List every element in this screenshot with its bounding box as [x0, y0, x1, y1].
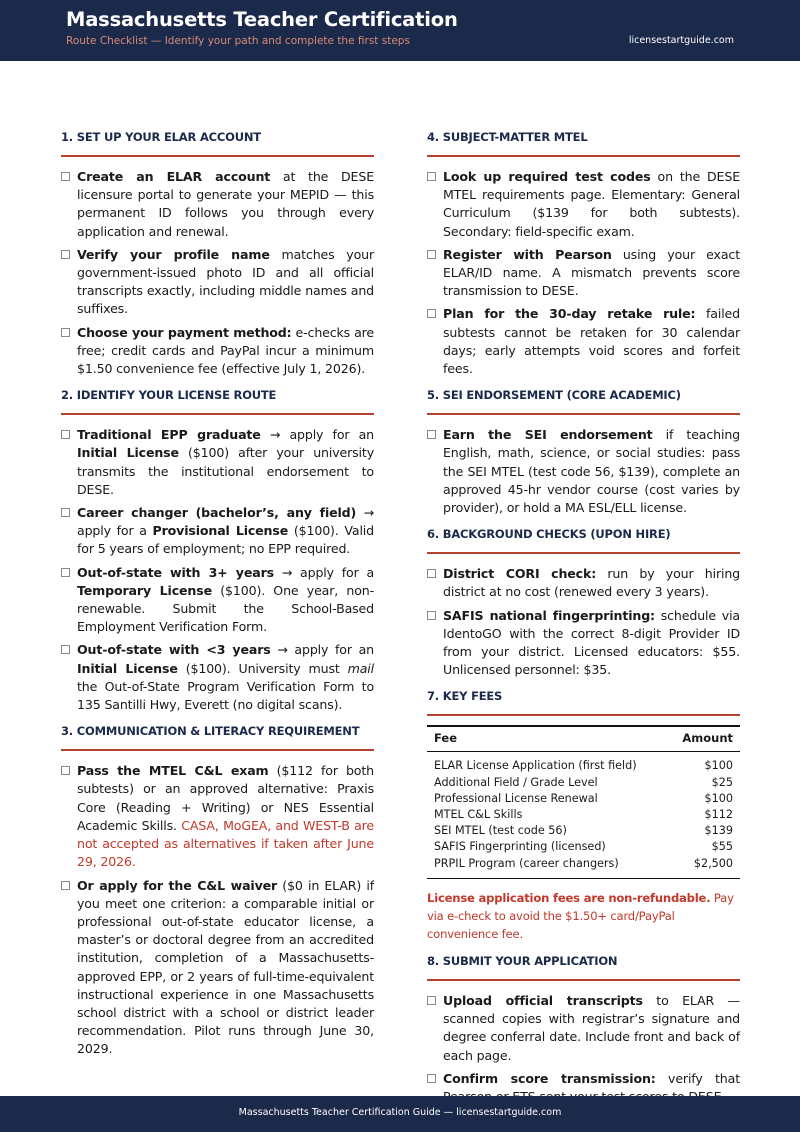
checkbox[interactable]	[427, 569, 436, 578]
table-row	[427, 839, 740, 855]
fee-cell: PRPIL Program (career changers)	[427, 856, 668, 879]
checkbox[interactable]	[61, 172, 70, 181]
checklist-item	[61, 504, 374, 559]
section-heading: 5. SEI ENDORSEMENT (CORE ACADEMIC)	[427, 388, 740, 415]
item-text: → apply for a	[77, 505, 375, 539]
checkbox[interactable]	[427, 1074, 436, 1083]
item-text: on the DESE MTEL requirements page. Elementary: General Curriculum ($139 for both subtests). Secondary: field-specific exam.	[443, 169, 740, 239]
amount-cell: $112	[704, 808, 733, 822]
fee-cell: Professional License Renewal	[434, 791, 598, 805]
checkbox[interactable]	[61, 250, 70, 259]
item-title: Look up required test codes	[443, 169, 651, 184]
item-title: Register with Pearson	[443, 246, 612, 262]
section-license-route	[61, 388, 374, 714]
item-title: Or apply for the C&L waiver	[77, 877, 278, 893]
checkbox[interactable]	[61, 645, 70, 654]
license-type: Temporary License	[77, 582, 212, 598]
fee-cell: Additional Field / Grade Level	[434, 775, 598, 789]
amount-cell: $2,500	[668, 856, 740, 879]
checkbox[interactable]	[61, 508, 70, 517]
item-text: verify that	[668, 1070, 740, 1086]
item-title: Confirm score transmission:	[443, 1070, 656, 1086]
right-column	[427, 130, 740, 1116]
item-text: schedule via IdentoGO with the correct 8-digit Provider ID from your district. Licensed educators: $55. Unlicensed personnel: $35.	[443, 607, 740, 678]
page-footer: Massachusetts Teacher Certification Guide — licensestartguide.com	[0, 1096, 800, 1132]
item-text: run by your hiring district at no cost (renewed every 3 years).	[443, 566, 741, 600]
table-row	[427, 823, 740, 839]
checklist-item	[61, 641, 374, 714]
item-title: Traditional EPP graduate	[77, 427, 261, 443]
item-text: using your exact ELAR/ID name. A mismatch prevents score transmission to DESE.	[443, 246, 740, 299]
checkbox[interactable]	[427, 430, 436, 439]
note-text: Pay via e-check to avoid the $1.50+ card/PayPal convenience fee.	[427, 890, 734, 941]
checkbox[interactable]	[61, 568, 70, 577]
checklist-item	[61, 564, 374, 637]
item-title: District CORI check:	[443, 566, 597, 582]
checkbox[interactable]	[427, 996, 436, 1005]
item-text: ($112 for both subtests) or an approved alternative: Praxis Core (Reading + Writing) or NES Essential Academic Skills.	[77, 763, 374, 833]
item-title: SAFIS national fingerprinting:	[443, 607, 655, 623]
item-text: → apply for an	[270, 642, 374, 658]
section-elar-account	[61, 130, 374, 378]
checkbox[interactable]	[427, 172, 436, 181]
section-heading: 1. SET UP YOUR ELAR ACCOUNT	[61, 130, 374, 157]
section-background-checks	[427, 527, 740, 679]
item-title: Choose your payment method:	[77, 324, 292, 340]
license-type: Provisional License	[152, 523, 289, 539]
checkbox[interactable]	[427, 250, 436, 259]
item-title: Pass the MTEL C&L exam	[77, 763, 269, 779]
section-key-fees	[427, 689, 740, 942]
checklist-item	[427, 565, 740, 601]
fees-note	[427, 889, 740, 943]
checkbox[interactable]	[61, 328, 70, 337]
fee-cell: SAFIS Fingerprinting (licensed)	[434, 840, 606, 854]
section-sei-endorsement	[427, 388, 740, 517]
section-heading: 2. IDENTIFY YOUR LICENSE ROUTE	[61, 388, 374, 415]
checklist-item	[61, 426, 374, 499]
site-url[interactable]: licensestartguide.com	[628, 35, 734, 46]
item-text: at the DESE licensure portal to generate your MEPID — this permanent ID follows you through every application and renewal.	[77, 169, 374, 239]
item-text: matches your government-issued photo ID and all official transcripts exactly, including middle names and suffixes.	[77, 246, 374, 317]
table-header-row	[427, 726, 740, 752]
amount-cell: $100	[704, 791, 733, 805]
fee-cell: SEI MTEL (test code 56)	[434, 824, 567, 838]
column-header-fee: Fee	[427, 726, 668, 752]
amount-cell: $100	[704, 759, 733, 773]
page-header	[0, 0, 800, 61]
item-title: Create an ELAR account	[77, 169, 271, 184]
item-text: ($100) after your university transmits the institutional endorsement to DESE.	[77, 445, 374, 497]
amount-cell: $55	[711, 840, 733, 854]
license-type: Initial License	[77, 445, 179, 461]
item-title: Verify your profile name	[77, 246, 270, 262]
left-column	[61, 130, 374, 1069]
item-text: e-checks are free; credit cards and PayPal incur a minimum $1.50 convenience fee (effective July 1, 2026).	[77, 324, 375, 377]
item-text: ($100). One year, non-renewable. Submit the School-Based Employment Verification Form.	[77, 582, 374, 635]
item-title: Plan for the 30-day retake rule:	[443, 306, 696, 322]
page-title: Massachusetts Teacher Certification	[66, 8, 458, 31]
item-title: Career changer (bachelor’s, any field)	[77, 505, 357, 521]
item-text: failed subtests cannot be retaken for 30 calendar days; early attempts void scores and forfeit fees.	[443, 306, 740, 377]
table-row	[427, 856, 740, 879]
amount-cell: $139	[704, 824, 733, 838]
item-text: ($100). Valid for 5 years of employment; no EPP required.	[77, 523, 374, 557]
page-subtitle: Route Checklist — Identify your path and complete the first steps	[66, 35, 410, 47]
emphasis-text: mail	[347, 660, 375, 676]
checklist-item	[427, 426, 740, 517]
item-text: the Out-of-State Program Verification Form to 135 Santilli Hwy, Everett (no digital scans).	[77, 678, 374, 713]
checkbox[interactable]	[61, 881, 70, 890]
section-heading: 3. COMMUNICATION & LITERACY REQUIREMENT	[61, 724, 374, 751]
checkbox[interactable]	[427, 611, 436, 620]
checkbox[interactable]	[61, 430, 70, 439]
checklist-item	[61, 324, 374, 379]
item-text: to ELAR — scanned copies with registrar’s signature and degree conferral date. Include front and back of each page.	[443, 992, 740, 1063]
item-title: Earn the SEI endorsement	[443, 427, 653, 443]
warning-text: CASA, MoGEA, and WEST-B are not accepted as alternatives if taken after June 29, 2026.	[77, 817, 374, 870]
column-header-amount: Amount	[668, 726, 740, 752]
amount-cell: $25	[711, 775, 733, 789]
checklist-item	[61, 168, 374, 241]
item-title: Out-of-state with 3+ years	[77, 564, 274, 580]
checklist-item	[61, 246, 374, 319]
section-submit-application	[427, 954, 740, 1106]
item-text: → apply for an	[260, 427, 374, 443]
table-row	[427, 752, 740, 775]
item-text: if teaching English, math, science, or social studies: pass the SEI MTEL (test code 56, $139), complete an approved 45-hr vendor course (cost varies by provider), or hold a MA ESL/ELL license.	[443, 427, 740, 516]
item-text: ($100). University must	[177, 660, 348, 676]
checklist-item	[61, 877, 374, 1059]
fee-cell: MTEL C&L Skills	[434, 808, 523, 822]
item-title: Upload official transcripts	[443, 992, 643, 1008]
section-communication-literacy	[61, 724, 374, 1058]
fees-table	[427, 725, 740, 878]
note-bold: License application fees are non-refundable.	[427, 890, 711, 905]
checklist-item	[427, 168, 740, 241]
table-row	[427, 791, 740, 807]
section-heading: 4. SUBJECT-MATTER MTEL	[427, 130, 740, 157]
checklist-item	[427, 305, 740, 378]
table-row	[427, 807, 740, 823]
section-heading: 6. BACKGROUND CHECKS (UPON HIRE)	[427, 527, 740, 554]
fee-cell: ELAR License Application (first field)	[434, 759, 637, 773]
checklist-item	[427, 992, 740, 1065]
checklist-item	[427, 607, 740, 680]
section-heading: 7. KEY FEES	[427, 689, 740, 716]
license-type: Initial License	[77, 660, 178, 676]
table-row	[427, 775, 740, 791]
section-heading: 8. SUBMIT YOUR APPLICATION	[427, 954, 740, 981]
checkbox[interactable]	[427, 309, 436, 318]
checklist-item	[61, 762, 374, 871]
checkbox[interactable]	[61, 766, 70, 775]
item-text: → apply for a	[274, 564, 375, 580]
checklist-item	[427, 246, 740, 301]
item-title: Out-of-state with <3 years	[77, 642, 271, 658]
item-text: ($0 in ELAR) if you meet one criterion: a comparable initial or professional out-of-state educator license, a master’s or doctoral degree from an accredited institution, completion of a Massachusetts-approved EPP, or 2 years of full-time-equivalent instructional experience in one Massachusetts school district with a school or district leader recommendation. Pilot runs through June 30, 2029.	[77, 877, 374, 1057]
section-subject-mtel	[427, 130, 740, 378]
